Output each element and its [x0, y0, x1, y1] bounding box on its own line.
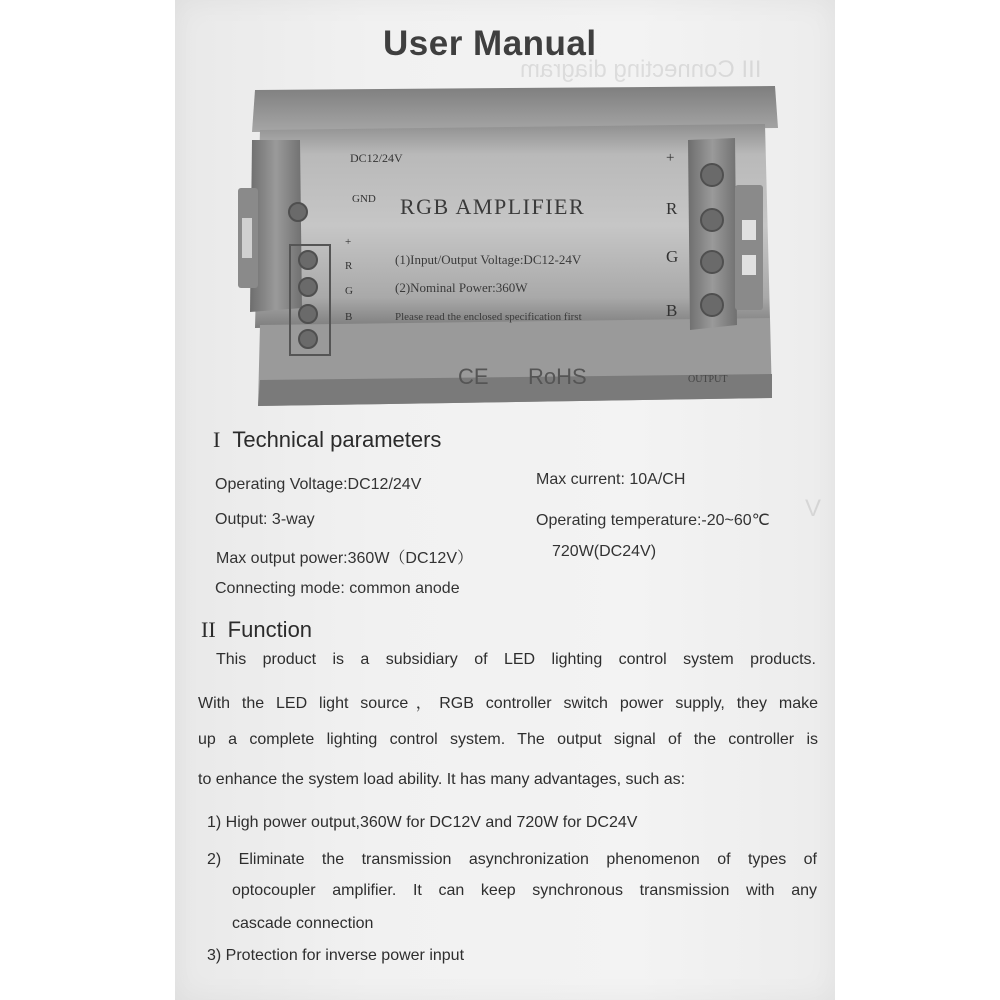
param-operating-voltage: Operating Voltage:DC12/24V	[215, 476, 422, 493]
ce-mark: CE	[458, 364, 489, 389]
device-gnd-label: GND	[352, 193, 376, 205]
manual-title: User Manual	[383, 24, 597, 63]
advantage-item-3: 3) Protection for inverse power input	[207, 947, 465, 964]
right-pin-r: R	[666, 199, 678, 218]
device-spec-voltage: (1)Input/Output Voltage:DC12-24V	[395, 252, 582, 267]
section-1-numeral: I	[213, 427, 221, 452]
rohs-mark: RoHS	[528, 364, 587, 389]
param-max-current: Max current: 10A/CH	[536, 471, 686, 488]
right-pin-b: B	[666, 301, 678, 320]
param-output: Output: 3-way	[215, 511, 315, 528]
section-2-heading	[201, 617, 312, 643]
advantage-item-2-line-1: 2) Eliminate the transmission asynchronization phenomenon of types of	[207, 851, 817, 868]
right-pin-g: G	[666, 247, 679, 266]
param-max-output-power: Max output power:360W（DC12V）	[216, 550, 474, 567]
rgb-amplifier-device	[230, 80, 790, 410]
param-connecting-mode: Connecting mode: common anode	[215, 580, 460, 597]
section-1-title: Technical parameters	[232, 427, 442, 452]
section-1-heading	[213, 427, 441, 453]
left-pin-plus: +	[345, 236, 352, 248]
left-pin-r: R	[345, 260, 353, 272]
left-pin-b: B	[345, 311, 353, 323]
bleed-through-heading-2: V	[805, 495, 822, 522]
section-2-title: Function	[227, 617, 313, 642]
function-paragraph-line-4: to enhance the system load ability. It has many advantages, such as:	[198, 771, 686, 788]
section-2-numeral: II	[201, 617, 216, 642]
left-pin-g: G	[345, 285, 353, 297]
advantage-item-1: 1) High power output,360W for DC12V and 720W for DC24V	[207, 814, 638, 831]
bleed-through-heading: III Connecting diagram	[520, 56, 762, 83]
right-pin-plus: +	[666, 150, 675, 166]
function-paragraph-line-1: This product is a subsidiary of LED lighting control system products.	[216, 651, 816, 668]
device-spec-note: Please read the enclosed specification first	[395, 311, 582, 323]
device-output-label: OUTPUT	[688, 374, 728, 385]
advantage-item-2-line-2: optocoupler amplifier. It can keep synchronous transmission with any	[232, 882, 817, 899]
device-name-label: RGB AMPLIFIER	[400, 194, 586, 219]
advantage-item-2-line-3: cascade connection	[232, 915, 374, 932]
device-input-voltage-label: DC12/24V	[350, 151, 403, 165]
param-operating-temperature: Operating temperature:-20~60℃	[536, 512, 770, 529]
function-paragraph-line-2: With the LED light source，RGB controller switch power supply, they make	[198, 695, 818, 712]
device-spec-power: (2)Nominal Power:360W	[395, 280, 528, 295]
function-paragraph-line-3: up a complete lighting control system. The output signal of the controller is	[198, 731, 818, 748]
param-max-output-power-24v: 720W(DC24V)	[552, 543, 657, 560]
